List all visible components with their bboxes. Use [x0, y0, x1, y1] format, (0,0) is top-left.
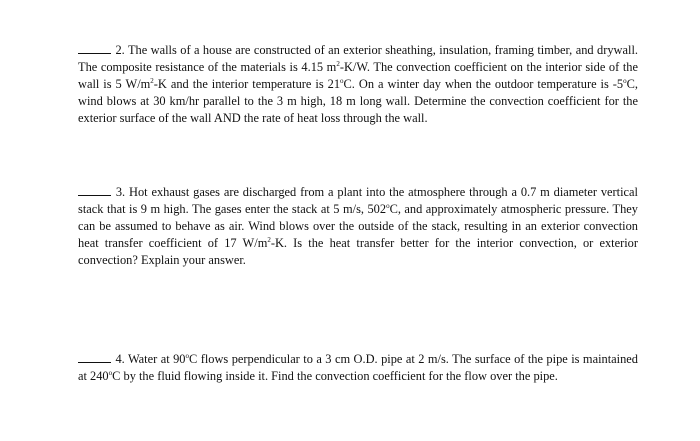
superscript: 2 — [267, 236, 271, 244]
degree-superscript: o — [185, 352, 189, 360]
problem-text: -K and the interior temperature is 21 — [153, 77, 341, 91]
answer-blank — [78, 42, 111, 54]
problem-text: Hot exhaust gases are discharged from a plant into the atmosphere through a 0.7 m diameter vertical stack that is 9 m high. The gases enter the stack at 5 m/s, 502 — [78, 185, 638, 216]
problem-4 — [78, 351, 638, 385]
degree-superscript: o — [386, 202, 390, 210]
problem-3 — [78, 184, 638, 269]
problem-text: Water at 90 — [127, 352, 186, 366]
problem-text: C. On a winter day when the outdoor temperature is -5 — [343, 77, 624, 91]
problem-text: C by the fluid flowing inside it. Find the convection coefficient for the flow over the pipe. — [112, 369, 558, 383]
problem-text: The walls of a house are constructed of an exterior sheathing, insulation, framing timber, and drywall. The composite resistance of the materials is 4.15 m — [78, 43, 638, 74]
answer-blank — [78, 184, 111, 196]
degree-superscript: o — [108, 369, 113, 377]
problem-text: C, and approximately atmospheric pressure. They can be assumed to behave as air. Wind blows over the outside of the stack, resulting in an exterior convection heat transfer coefficient of 17 W/m — [78, 202, 638, 250]
problem-text: C, wind blows at 30 km/hr parallel to the 3 m high, 18 m long wall. Determine the convection coefficient for the exterior surface of the wall AND the rate of heat loss through the wall. — [78, 77, 638, 125]
problem-text: -K. Is the heat transfer better for the interior convection, or exterior convection? Explain your answer. — [78, 236, 638, 267]
answer-blank — [78, 351, 111, 363]
degree-superscript: o — [340, 77, 344, 85]
problem-2 — [78, 42, 638, 127]
problem-number: 4. — [115, 352, 125, 366]
problem-number: 3. — [115, 185, 126, 199]
problem-text: -K/W. The convection coefficient on the interior side of the wall is 5 W/m — [78, 60, 638, 91]
superscript: 2 — [150, 77, 154, 85]
problem-text: C flows perpendicular to a 3 cm O.D. pipe at 2 m/s. The surface of the pipe is maintained at 240 — [78, 352, 638, 383]
superscript: 2 — [336, 60, 340, 68]
problem-number: 2. — [115, 43, 125, 57]
degree-superscript: o — [623, 77, 627, 85]
